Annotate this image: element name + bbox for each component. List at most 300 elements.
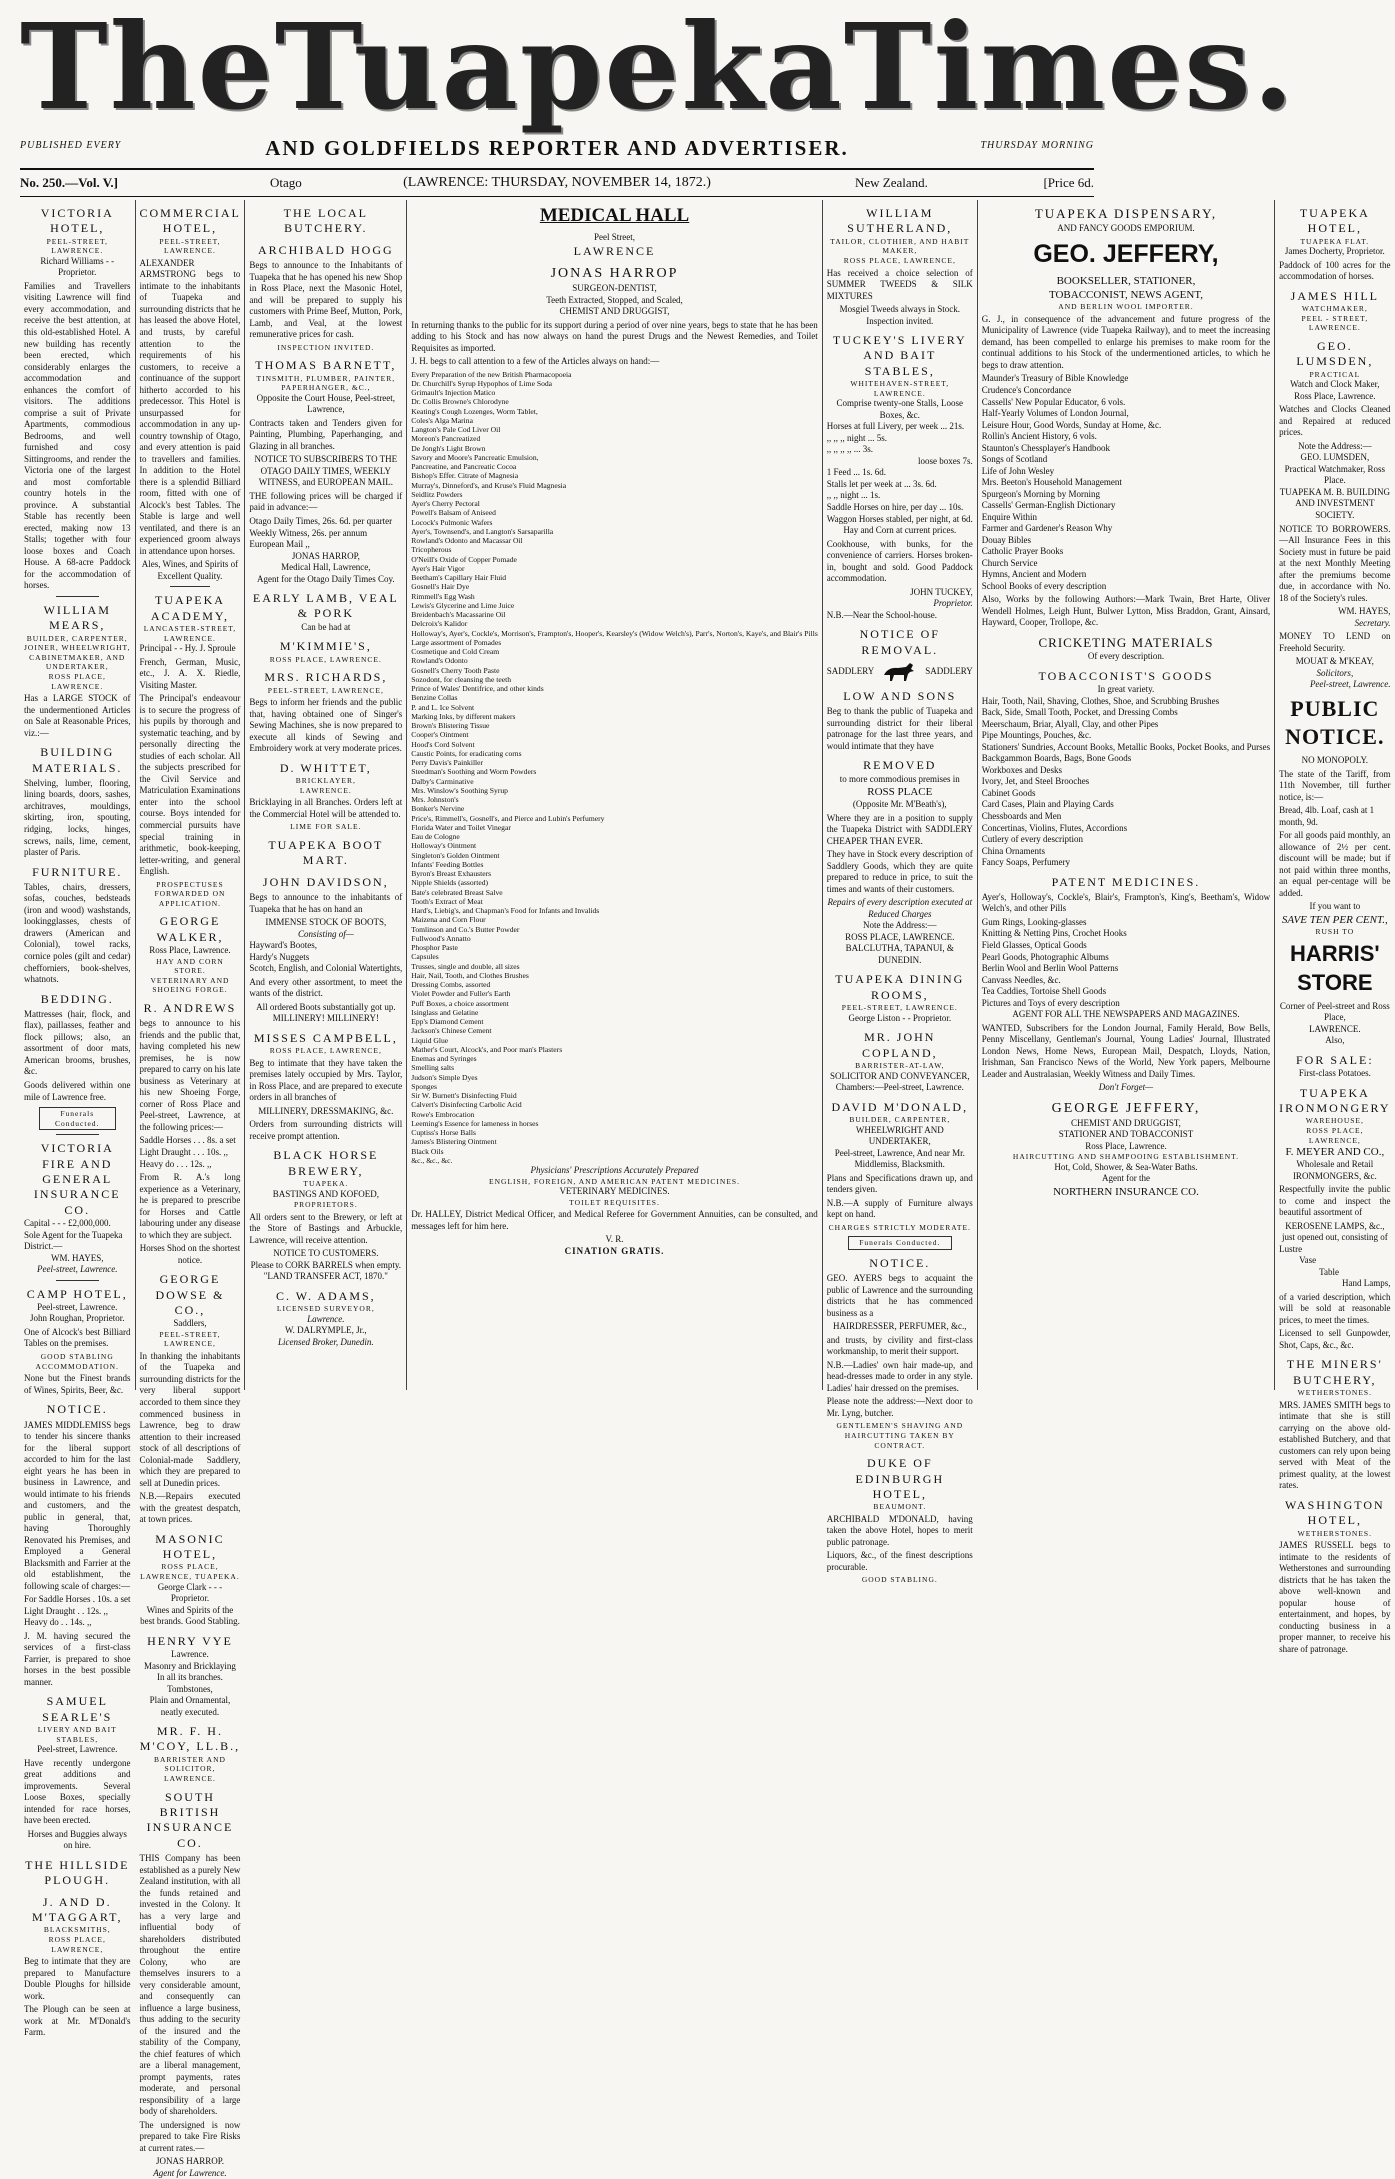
- column-2: [136, 200, 246, 2178]
- ad-heading: D. WHITTET,: [279, 760, 372, 775]
- list-item: Pictures and Toys of every description: [981, 997, 1120, 1008]
- list-item: Backgammon Boards, Bags, Bone Goods: [981, 753, 1132, 764]
- section-heading: AGENT FOR ALL THE NEWSPAPERS AND MAGAZINES.: [1012, 1009, 1240, 1020]
- ad-note: Horses Shod on the shortest notice.: [139, 1243, 241, 1265]
- list-item: ,, ,, ,, night ... 5s.: [826, 432, 888, 443]
- ad-name: F. MEYER AND CO.,: [1285, 1146, 1385, 1159]
- ad-subheading: MILLINERY, DRESSMAKING, &c.: [258, 1105, 394, 1116]
- list-item: Cooper's Ointment: [411, 730, 469, 740]
- ad-body: All orders sent to the Brewery, or left at the Store of Bastings and Arbuckle, Lawrence, will receive attention.: [249, 1211, 403, 1245]
- ad-note: GENTLEMEN'S SHAVING AND HAIRCUTTING TAKEN BY CONTRACT.: [836, 1421, 964, 1450]
- ad-address: LAWRENCE.: [299, 785, 352, 795]
- ad-address: ROSS PLACE, LAWRENCE.: [269, 654, 382, 664]
- ad-address: ROSS PLACE, LAWRENCE,: [48, 1935, 106, 1954]
- ad-heading: GEORGE JEFFERY,: [1051, 1100, 1201, 1116]
- saddlery-banner: [827, 661, 973, 683]
- ad-name: WM. HAYES,: [1338, 606, 1391, 617]
- list-item: Rowe's Embrocation: [411, 1109, 475, 1119]
- list-item: Caustic Points, for eradicating corns: [411, 748, 522, 758]
- list-item: Hymns, Ancient and Modern: [981, 569, 1087, 580]
- ad-body: of a varied description, which will be sold at reasonable prices, to meet the times.: [1279, 1291, 1391, 1325]
- prices-list: [140, 1135, 241, 1170]
- ad-note: TOILET REQUISITES.: [569, 1197, 660, 1207]
- section-heading: NOTICE TO SUBSCRIBERS TO THE OTAGO DAILY TIMES, WEEKLY WITNESS, and EUROPEAN MAIL.: [254, 454, 398, 488]
- list-item: Douay Bibles: [981, 534, 1032, 545]
- list-item: Savory and Moore's Pancreatic Emulsion,: [411, 452, 539, 462]
- ad-address: LAWRENCE.: [163, 1773, 216, 1783]
- ad-note: All ordered Boots substantially got up.: [256, 1001, 396, 1012]
- vaccination-notice: CINATION GRATIS.: [564, 1245, 665, 1256]
- ad-subheading: BASTINGS AND KOFOED,: [272, 1188, 379, 1199]
- ad-heading: WASHINGTON HOTEL,: [1284, 1497, 1385, 1528]
- ad-heading: DUKE OF EDINBURGH HOTEL,: [855, 1456, 945, 1501]
- list-item: Every Preparation of the new British Pharmacopoeia: [411, 369, 572, 379]
- list-item: Calvert's Disinfecting Carbolic Acid: [411, 1100, 522, 1110]
- list-item: Ivory, Jet, and Steel Brooches: [981, 776, 1090, 787]
- ad-address: ROSS PLACE, LAWRENCE,: [1306, 1125, 1364, 1145]
- separator: [170, 586, 210, 587]
- boots-list: [249, 940, 402, 975]
- list-item: Dalby's Carminative: [411, 776, 474, 786]
- list-item: Horses at full Livery, per week ... 21s.: [826, 421, 965, 432]
- ad-subheading: ROSS PLACE: [867, 786, 933, 799]
- lamp-type: Hand Lamps,: [1342, 1278, 1391, 1289]
- ad-address: Peel-street, Lawrence.: [36, 1264, 118, 1275]
- ad-address: TUAPEKA.: [303, 1179, 349, 1188]
- list-item: School Books of every description: [981, 580, 1107, 591]
- ad-address: Peel-street, Lawrence.: [37, 1301, 118, 1312]
- list-item: Dr. Churchill's Syrup Hypophos of Lime Soda: [411, 378, 553, 388]
- prices-list: [249, 516, 402, 551]
- ad-heading: MISSES CAMPBELL,: [253, 1030, 398, 1045]
- ad-body: MRS. JAMES SMITH begs to intimate that she is still carrying on the above old-established Butchery, and that customers can rely upon being served with Meat of the primest quality, at the lowest rates.: [1279, 1399, 1391, 1491]
- ad-role: Proprietor.: [933, 598, 973, 609]
- ad-name: WM. HAYES,: [51, 1252, 104, 1263]
- list-item: Breidenbach's Macassarine Oil: [411, 610, 506, 620]
- ad-address: Ross Place, Lawrence.: [1085, 1140, 1167, 1151]
- list-item: Jackson's Chinese Cement: [411, 1026, 492, 1036]
- tobacco-list: [982, 696, 1270, 869]
- column-6: [978, 200, 1275, 1390]
- ad-heading: JONAS HARROP: [550, 266, 679, 282]
- list-item: Light Draught . . 12s. ,,: [24, 1605, 108, 1616]
- list-item: Sozodont, for cleansing the teeth: [411, 674, 511, 684]
- ad-body: Bricklaying in all Branches. Orders left at the Commercial Hotel will be attended to.: [249, 797, 403, 819]
- list-item: Florida Water and Toilet Vinegar: [411, 822, 511, 832]
- ad-subheading: TINSMITH, PLUMBER, PAINTER, PAPERHANGER, &C.,: [256, 373, 396, 393]
- list-item: Cassells' New Popular Educator, 6 vols.: [981, 396, 1126, 407]
- royal-crest-icon: V. R.: [605, 1234, 624, 1245]
- ad-heading: COMMERCIAL HOTEL,: [139, 206, 241, 236]
- section-heading: "LAND TRANSFER ACT, 1870.": [263, 1271, 388, 1282]
- ad-note: Horses and Buggies always on hire.: [27, 1828, 127, 1851]
- ad-body: G. J., in consequence of the advancement and future progress of the Municipality of Lawrence (vide Tuapeka Railway), and to meet the increasing demand, has been compelled to enlarge his premises to make room for the continual additions to his Stock of the undermentioned articles, to which he begs to draw attention.: [981, 313, 1271, 370]
- ad-body: Orders from surrounding districts will receive prompt attention.: [249, 1119, 403, 1141]
- rates-list: [827, 421, 973, 525]
- ad-address: ROSS PLACE, LAWRENCE,: [269, 1046, 382, 1056]
- section-heading: TUAPEKA M. B. BUILDING AND INVESTMENT SOCIETY.: [1279, 486, 1390, 520]
- ad-body: JAMES MIDDLEMISS begs to tender his sincere thanks for the liberal support accorded to him for the last eight years he has been in business in Lawrence, and would intimate to his friends and customers, and the public in general, that, having Thoroughly Renovated his Premises, and Employed a General Blacksmith and Farrier at the old establishment, the following scale of charges:—: [24, 1419, 131, 1591]
- lamp-type: Vase: [1299, 1255, 1317, 1266]
- ad-address: TUAPEKA FLAT.: [1300, 236, 1370, 246]
- lamp-type: Table: [1319, 1266, 1340, 1277]
- list-item: Church Service: [981, 557, 1038, 568]
- list-item: Hair, Tooth, Nail, Shaving, Clothes, Shoe, and Scrubbing Brushes: [981, 695, 1220, 706]
- ad-subheading: TAILOR, CLOTHIER, AND HABIT MAKER,: [830, 236, 970, 256]
- ad-name: JONAS HARROP.: [155, 2156, 224, 2167]
- ad-note: N.B.—Near the School-house.: [826, 609, 938, 620]
- ad-body: Bread, 4lb. Loaf, cash at 1 month, 9d.: [1279, 805, 1375, 827]
- ad-body: Where they are in a position to supply the Tuapeka District with SADDLERY CHEAPER THAN EVER.: [826, 812, 973, 846]
- ad-body: Begs to announce to the inhabitants of Tuapeka that he has on hand an: [249, 892, 403, 914]
- ad-subheading: SAVE TEN PER CENT.,: [1281, 913, 1388, 926]
- ad-subheading: WAREHOUSE,: [1305, 1116, 1364, 1126]
- ad-heading: CAMP HOTEL,: [26, 1286, 128, 1301]
- list-item: Ayer's, Townsend's, and Langton's Sarsaparilla: [411, 526, 554, 536]
- list-item: Rowland's Odonto and Macassar Oil: [411, 536, 523, 546]
- list-item: Benzine Collas: [411, 693, 458, 703]
- ad-subheading: BRICKLAYER,: [295, 776, 356, 786]
- list-item: Bate's celebrated Breast Salve: [411, 887, 503, 897]
- ad-body: Mosgiel Tweeds always in Stock.: [839, 304, 961, 315]
- ad-address: PEEL-STREET, LAWRENCE.: [46, 236, 108, 256]
- list-item: Waggon Horses stabled, per night, at 6d.: [826, 513, 973, 524]
- ad-note: INSPECTION INVITED.: [277, 342, 375, 352]
- saddlery-label: SADDLERY: [826, 666, 875, 677]
- ad-note: LIME FOR SALE.: [290, 822, 362, 832]
- ad-subheading: CHEMIST AND DRUGGIST,: [559, 306, 670, 317]
- ad-subheading: AND FANCY GOODS EMPORIUM.: [1057, 222, 1195, 233]
- ad-heading: TUAPEKA HOTEL,: [1299, 206, 1370, 236]
- list-item: Byron's Breast Exhausters: [411, 869, 492, 879]
- ad-subheading: KEROSENE LAMPS, &c.,: [1285, 1220, 1385, 1231]
- list-item: Weekly Witness, 26s. per annum: [249, 527, 368, 538]
- list-item: Hair, Nail, Tooth, and Clothes Brushes: [411, 970, 529, 980]
- ad-proprietor: Richard Williams - - Proprietor.: [40, 255, 115, 278]
- ad-body: Tables, chairs, dressers, sofas, couches, bedsteads (iron and wood) washstands, lookingglasses, chests of drawers (American and Colonial), towel racks, cornice poles (gilt and cedar) chefforniers, book-shelves, whatnots.: [24, 881, 131, 985]
- ad-body: and trusts, by civility and first-class workmanship, to merit their support.: [826, 1334, 973, 1357]
- ad-body: Please note the address:—Next door to Mr. Lyng, butcher.: [826, 1396, 973, 1418]
- ad-address: Peel Street,: [594, 232, 636, 243]
- dateline-rule: [20, 196, 1094, 197]
- ad-heading: THOMAS BARNETT,: [255, 358, 397, 373]
- ad-subheading: SOLICITOR AND CONVEYANCER,: [830, 1070, 970, 1081]
- list-item: Card Cases, Plain and Playing Cards: [981, 799, 1114, 810]
- ad-subheading: PRACTICAL: [1309, 369, 1361, 379]
- list-item: Mrs. Johnston's: [411, 795, 459, 805]
- lamp-type: Lustre: [1279, 1243, 1303, 1254]
- ad-role: Licensed Broker, Dunedin.: [278, 1336, 374, 1347]
- list-item: Enemas and Syringes: [411, 1054, 477, 1064]
- list-item: Sponges: [411, 1081, 437, 1091]
- list-item: Crudence's Concordance: [981, 384, 1072, 395]
- list-item: For Saddle Horses . 10s. a set: [24, 1594, 131, 1605]
- ad-address: PEEL-STREET, LAWRENCE.: [841, 1003, 958, 1013]
- ad-subheading: Tombstones,: [167, 1683, 213, 1694]
- ad-body: Can be had at: [301, 621, 351, 632]
- separator: [56, 1134, 99, 1135]
- ad-address: PEEL-STREET, LAWRENCE,: [159, 1329, 221, 1349]
- ad-body: Watches and Clocks Cleaned and Repaired at reduced prices.: [1279, 404, 1391, 438]
- list-item: Langton's Pale Cod Liver Oil: [411, 425, 501, 435]
- ad-body: Families and Travellers visiting Lawrence will find every accommodation, and receive the best attention, at this old-established Hotel. A new building has recently been erected, which considerably enlarges the accommodation and enhances the comfort of visitors. The additions comprise a suit of Private Apartments, commodious Bedrooms, and well furnished and cosy Sittingrooms, and render the Victoria one of the largest and most comfortable country hotels in the province. A substantial Stable has recently been erected, making now 13 Stalls; together with four loose boxes and Coach House. A 68-acre Paddock for the accommodation of horses.: [24, 280, 131, 591]
- ad-subheading: Watch and Clock Maker,: [1290, 379, 1380, 390]
- ad-heading: J. AND D. M'TAGGART,: [31, 1894, 123, 1925]
- ad-note: Hay and Corn at current prices.: [843, 525, 957, 536]
- list-item: Murray's, Dinneford's, and Kruse's Fluid Magnesia: [411, 480, 567, 490]
- publisher-note: PUBLISHED EVERY: [20, 140, 122, 151]
- issue-number: No. 250.—Vol. V.]: [20, 175, 119, 190]
- ad-address: Chambers:—Peel-street, Lawrence.: [835, 1082, 964, 1093]
- list-item: Coles's Alga Marina: [411, 415, 473, 425]
- ad-body: Cookhouse, with bunks, for the convenience of carriers. Horses broken-in, bought and sold. Good Paddock accommodation.: [826, 538, 973, 584]
- list-item: Canvass Needles, &c.: [981, 974, 1061, 985]
- list-item: Powell's Balsam of Aniseed: [411, 508, 496, 518]
- ad-subheading: Wholesale and Retail: [1296, 1159, 1374, 1170]
- ad-name: MOUAT & M'KEAY,: [1295, 656, 1374, 667]
- ad-address: WETHERSTONES.: [1297, 1388, 1372, 1398]
- list-item: Cabinet Goods: [981, 787, 1036, 798]
- section-heading: NOTICE OF REMOVAL.: [859, 627, 940, 657]
- list-item: Marking Inks, by different makers: [411, 711, 516, 721]
- list-item: Catholic Prayer Books: [981, 546, 1064, 557]
- public-notice-heading: PUBLIC NOTICE.: [1285, 695, 1385, 749]
- ad-subheading: NO MONOPOLY.: [1301, 755, 1369, 766]
- list-item: Rollin's Ancient History, 6 vols.: [981, 431, 1097, 442]
- ad-subheading: BARRISTER-AT-LAW,: [855, 1061, 945, 1070]
- dateline-place: Otago: [270, 175, 302, 190]
- ad-heading: HENRY VYE: [147, 1633, 233, 1648]
- ad-subheading: WHEELWRIGHT AND UNDERTAKER,: [855, 1124, 944, 1147]
- ad-subheading: FOR SALE:: [1295, 1052, 1374, 1067]
- masthead-word-tuapeka: Tuapeka: [274, 0, 844, 136]
- ad-body: The Plough can be seen at work at Mr. M'Donald's Farm.: [24, 2004, 131, 2038]
- ad-body: None but the Finest brands of Wines, Spirits, Beer, &c.: [24, 1373, 131, 1395]
- ad-heading: GEORGE DOWSE & CO.,: [155, 1272, 225, 1317]
- ad-proprietor: George Clark - - - Proprietor.: [157, 1581, 223, 1604]
- ad-subheading: Masonry and Bricklaying: [143, 1660, 236, 1671]
- list-item: O'Neill's Oxide of Copper Pomade: [411, 554, 517, 564]
- list-item: ,, ,, night ... 1s.: [826, 490, 881, 501]
- ad-proprietor: John Roughan, Proprietor.: [30, 1313, 125, 1324]
- ad-heading: MR. JOHN COPLAND,: [861, 1030, 938, 1060]
- ad-body: THE following prices will be charged if paid in advance:—: [249, 490, 403, 513]
- list-item: Spurgeon's Morning by Morning: [981, 488, 1101, 499]
- ad-body: Begs to announce to the Inhabitants of Tuapeka that he has opened his new Shop in Ross Place, next the Masonic Hotel, and will be prepared to supply his customers with Prime Beef, Mutton, Pork, Lamb, and Veal, at the lowest remunerative prices for cash.: [249, 260, 403, 340]
- list-item: Maizena and Corn Flour: [411, 915, 486, 925]
- ad-note: RUSH TO: [1315, 926, 1355, 936]
- section-heading: NOTICE TO CUSTOMERS.: [273, 1248, 379, 1259]
- ad-subheading: BLACKSMITHS,: [43, 1925, 111, 1935]
- ad-heading: C. W. ADAMS,: [275, 1288, 376, 1303]
- list-item: Eau de Cologne: [411, 832, 460, 842]
- ad-address: LANCASTER-STREET, LAWRENCE.: [143, 624, 237, 643]
- list-item: &c., &c., &c.: [411, 1155, 453, 1165]
- list-item: Tea Caddies, Tortoise Shell Goods: [981, 986, 1107, 997]
- list-item: De Jongh's Light Brown: [411, 443, 486, 453]
- ad-town: LAWRENCE.: [1308, 323, 1361, 333]
- ad-heading: GEO. LUMSDEN,: [1296, 339, 1374, 369]
- ad-body: Have recently undergone great additions and improvements. Several Loose Boxes, specially intended for race horses, have been erected.: [24, 1757, 131, 1826]
- list-item: Cosmetique and Cold Cream: [411, 647, 500, 657]
- list-item: Back, Side, Small Tooth, Pocket, and Dressing Combs: [981, 707, 1178, 718]
- ad-body: just opened out, consisting of: [1281, 1232, 1388, 1243]
- ad-body: First-class Potatoes.: [1298, 1068, 1371, 1079]
- list-item: Life of John Wesley: [981, 465, 1055, 476]
- ad-subheading: HAY AND CORN STORE.: [156, 956, 224, 976]
- ad-address: WHITEHAVEN-STREET, LAWRENCE.: [850, 379, 950, 398]
- ad-note: Agent for the: [1101, 1173, 1150, 1184]
- section-heading: FURNITURE.: [32, 864, 123, 879]
- list-item: Lewis's Glycerine and Lime Juice: [411, 600, 515, 610]
- ad-body: Mattresses (hair, flock, and flax), paillasses, feather and flock pillows; also, an assortment of door mats, American brooms, brushes, &c.: [24, 1008, 131, 1077]
- section-heading: TUAPEKA BOOT MART.: [268, 837, 384, 868]
- ad-body: N.B.—A supply of Furniture always kept on hand.: [826, 1197, 973, 1220]
- ad-subheading: CHEMIST AND DRUGGIST,: [1071, 1117, 1181, 1128]
- list-item: Grimault's Injection Matico: [411, 388, 496, 398]
- ad-body: The Principal's endeavour is to secure the progress of his pupils by thorough and systematic teaching, and by personally directing the studies of each scholar. All the subjects prescribed for the Civil Service and Matriculation Examinations enter into the school course. Boys intended for commercial pursuits have special training in arithmetic, book-keeping, letter-writing, and general English.: [139, 693, 241, 877]
- list-item: Tomlinson and Co.'s Butter Powder: [411, 924, 520, 934]
- ad-subheading: LICENSED SURVEYOR,: [276, 1304, 375, 1314]
- ad-heading: WILLIAM MEARS,: [43, 602, 111, 633]
- list-item: loose boxes 7s.: [918, 455, 973, 466]
- ad-body: (Opposite Mr. M'Beath's),: [852, 799, 947, 810]
- ad-address: Opposite the Court House, Peel-street, Lawrence,: [256, 392, 396, 415]
- list-item: Brown's Blistering Tissue: [411, 721, 490, 731]
- ad-heading: JAMES HILL: [1290, 288, 1379, 303]
- ad-body: NOTICE TO BORROWERS.—All Insurance Fees in this Society must in future be paid at the next Monthly Meeting after the premiums become due, in accordance with No. 18 of the Society's rules.: [1279, 523, 1391, 603]
- ad-note: Note the Address:—: [863, 920, 937, 931]
- ad-subheading: VETERINARY AND SHOEING FORGE.: [150, 975, 230, 995]
- list-item: Puff Boxes, a choice assortment: [411, 998, 509, 1008]
- ad-name: GEO. LUMSDEN,: [1300, 452, 1370, 463]
- list-item: Infants' Feeding Bottles: [411, 859, 484, 869]
- ad-subheading: VETERINARY MEDICINES.: [559, 1186, 670, 1197]
- list-item: Hardy's Nuggets: [249, 951, 310, 962]
- list-item: Ayer's Hair Vigor: [411, 563, 465, 573]
- ad-subheading: BOOKSELLER, STATIONER,: [1056, 275, 1196, 288]
- list-item: Beetham's Capillary Hair Fluid: [411, 573, 507, 583]
- ad-body: Has received a choice selection of SUMMER TWEEDS & SILK MIXTURES: [826, 267, 973, 301]
- charges-list: [24, 1594, 131, 1629]
- ad-body: Please to CORK BARRELS when empty.: [250, 1259, 402, 1270]
- list-item: Ayer's Cherry Pectoral: [411, 499, 480, 509]
- list-item: Hard's, Liebig's, and Chapman's Food for Infants and Invalids: [411, 906, 600, 916]
- list-item: Hood's Cord Solvent: [411, 739, 475, 749]
- medical-hall-heading: MEDICAL HALL: [539, 205, 690, 226]
- list-item: Seidlitz Powders: [411, 489, 463, 499]
- list-item: European Mail ,,: [249, 539, 310, 550]
- ad-note: In great variety.: [1097, 684, 1155, 695]
- ad-address: Corner of Peel-street and Ross Place,: [1279, 1000, 1390, 1023]
- ad-address: ROSS PLACE, LAWRENCE.: [845, 931, 955, 942]
- columns: [20, 200, 1391, 2178]
- list-item: Holloway's Ointment: [411, 841, 477, 851]
- ad-body: Beg to intimate that they are prepared to Manufacture Double Ploughs for hillside work.: [24, 1956, 131, 2001]
- list-item: Songs of Scotland: [981, 454, 1048, 465]
- list-item: Cuptiss's Horse Balls: [411, 1128, 476, 1138]
- ad-note: Repairs of every description executed at Reduced Charges: [827, 897, 973, 919]
- ad-trades: BUILDER, CARPENTER, JOINER, WHEELWRIGHT, CABINETMAKER, AND UNDERTAKER,: [24, 633, 131, 672]
- ad-body: For all goods paid monthly, an allowance of 2½ per cent. discount will be made; but if not paid within three months, an equal per-centage will be added.: [1279, 830, 1391, 898]
- section-heading: CRICKETING MATERIALS: [1038, 634, 1214, 650]
- ad-role: Secretary.: [1354, 617, 1391, 628]
- ad-subheading: TOBACCONIST, NEWS AGENT,: [1048, 289, 1203, 302]
- ad-body: J. H. begs to call attention to a few of the Articles always on hand:—: [411, 356, 660, 367]
- ad-heading: VICTORIA FIRE AND GENERAL INSURANCE CO.: [33, 1141, 121, 1217]
- ad-address: Peel-street, Lawrence, And near Mr. Middlemiss, Blacksmith.: [834, 1147, 965, 1170]
- ad-heading: VICTORIA HOTEL,: [40, 206, 114, 236]
- list-item: Otago Daily Times, 26s. 6d. per quarter: [249, 515, 393, 526]
- jeffery-heading: GEO. JEFFERY,: [1033, 240, 1219, 269]
- ad-heading: DAVID M'DONALD,: [831, 1099, 969, 1114]
- masthead-subtitle: AND GOLDFIELDS REPORTER AND ADVERTISER.: [265, 136, 849, 160]
- list-item: Pipe Mountings, Pouches, &c.: [981, 730, 1092, 741]
- list-item: Nipple Shields (assorted): [411, 878, 489, 888]
- list-item: Enquire Within: [981, 511, 1038, 522]
- list-item: Cassells' German-English Dictionary: [981, 500, 1116, 511]
- list-item: Smelling salts: [411, 1063, 455, 1073]
- ad-heading: R. ANDREWS: [143, 1000, 237, 1015]
- horse-icon: [880, 661, 920, 683]
- ad-subheading: NORTHERN INSURANCE CO.: [1053, 1185, 1199, 1198]
- ad-note: CHARGES STRICTLY MODERATE.: [828, 1222, 971, 1232]
- list-item: Light Draught . . . 10s. ,,: [139, 1146, 228, 1157]
- ad-address: ROSS PLACE, LAWRENCE, TUAPEKA.: [140, 1562, 240, 1581]
- ad-body: Shelving, lumber, flooring, lining boards, doors, sashes, architraves, mouldings, skirting, iron, spouting, ridging, locks, hinges, screws, nails, lime, cement, plaster of Paris.: [24, 777, 131, 858]
- list-item: Saddle Horses on hire, per day ... 10s.: [826, 501, 964, 512]
- ad-body: Has a LARGE STOCK of the undermentioned Articles on Sale at Reasonable Prices, viz.:—: [24, 693, 131, 738]
- ad-address: ROSS PLACE, LAWRENCE.: [48, 671, 106, 691]
- ad-town: LAWRENCE.: [1309, 1023, 1361, 1034]
- ad-body: MONEY TO LEND on Freehold Security.: [1279, 631, 1391, 653]
- ad-body: Ayer's, Holloway's, Cockle's, Blair's, Frampton's, King's, Beetham's, Widow Welch's, and other Pills: [981, 891, 1271, 914]
- ad-note: HAIRCUTTING AND SHAMPOOING ESTABLISHMENT.: [1012, 1152, 1240, 1162]
- ad-body: Contracts taken and Tenders given for Painting, Plumbing, Paperhanging, and Glazing in all branches.: [249, 417, 403, 451]
- ad-body: Comprise twenty-one Stalls, Loose Boxes, &c.: [836, 398, 964, 420]
- list-item: Delcroix's Kalidor: [411, 619, 468, 629]
- ad-heading: SOUTH BRITISH INSURANCE CO.: [146, 1789, 234, 1850]
- ad-address: PEEL-STREET, LAWRENCE,: [267, 685, 384, 695]
- ad-body: Liquors, &c., of the finest descriptions procurable.: [826, 1550, 973, 1572]
- list-item: Epp's Diamond Cement: [411, 1017, 484, 1027]
- masthead-subtitle-row: [20, 136, 1094, 162]
- ad-address: Peel-street, Lawrence.: [1309, 679, 1391, 690]
- ad-name: JOHN TUCKEY,: [910, 586, 973, 597]
- list-item: Violet Powder and Fuller's Earth: [411, 989, 511, 999]
- list-item: Half-Yearly Volumes of London Journal,: [981, 408, 1129, 419]
- section-heading: MILLINERY! MILLINERY!: [272, 1013, 379, 1024]
- section-heading: PATENT MEDICINES.: [1051, 874, 1201, 889]
- list-item: China Ornaments: [981, 845, 1046, 856]
- ad-subheading: Saddlers,: [173, 1318, 207, 1329]
- list-item: Workboxes and Desks: [981, 764, 1063, 775]
- ad-body: If you want to: [1309, 901, 1361, 912]
- section-heading: NOTICE.: [869, 1255, 931, 1270]
- list-item: Mrs. Winslow's Soothing Syrup: [411, 785, 508, 795]
- ad-body: Dr. HALLEY, District Medical Officer, and Medical Referee for Government Annuities, can be consulted, and messages left for him here.: [411, 1209, 818, 1231]
- list-item: Field Glasses, Optical Goods: [981, 939, 1087, 950]
- ad-body: The state of the Tariff, from 11th November, till further notice, is:—: [1279, 768, 1391, 802]
- ad-subheading: HAIRDRESSER, PERFUMER, &c.,: [833, 1321, 967, 1332]
- ad-heading: THE MINERS' BUTCHERY,: [1286, 1357, 1383, 1387]
- ad-role: Agent for the Otago Daily Times Coy.: [256, 573, 395, 584]
- ad-role: PROPRIETORS.: [293, 1200, 358, 1210]
- ad-body: Consisting of—: [297, 928, 354, 939]
- ad-heading: JOHN DAVIDSON,: [262, 874, 389, 889]
- list-item: Hayward's Bootes,: [249, 940, 318, 951]
- ad-body: GEO. AYERS begs to acquaint the public of Lawrence and the surrounding districts that he has commenced business as a: [826, 1273, 973, 1318]
